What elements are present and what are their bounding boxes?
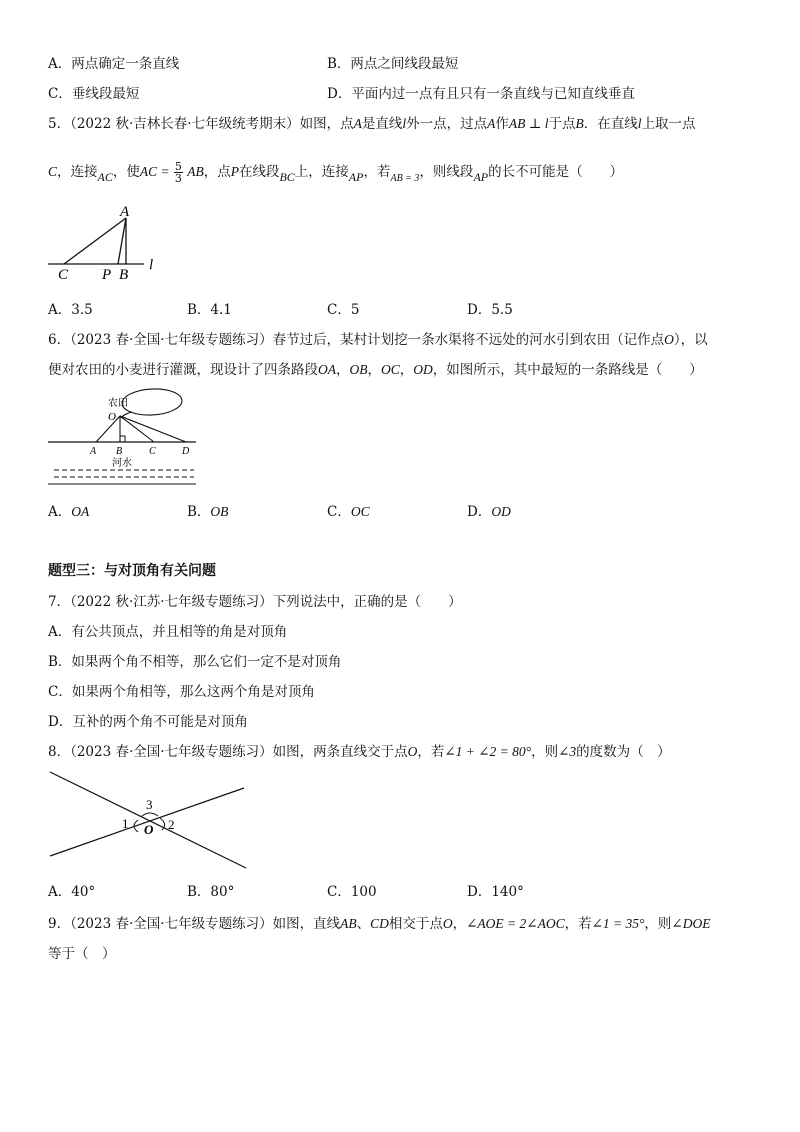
q4-option-d: D．平面内过一点有且只有一条直线与已知直线垂直 <box>327 86 635 102</box>
fraction-5-3: $\frac{5}{3}$ <box>174 160 182 185</box>
q6-label-river: 河水 <box>112 458 132 469</box>
q5-label-B: B <box>119 267 129 283</box>
q5-stem-line1: 5．（2022 秋·吉林长春·七年级统考期末）如图，点A是直线l外一点，过点A作AB ⊥ l于点B．在直线l上取一点 <box>48 116 696 132</box>
q5-option-c: C．5 <box>327 302 360 318</box>
q5-option-b: B．4.1 <box>187 302 232 318</box>
q7-option-d: D．互补的两个角不可能是对顶角 <box>48 714 248 730</box>
q8-option-b: B．80° <box>187 884 235 900</box>
q7-option-a: A．有公共顶点，并且相等的角是对顶角 <box>48 624 288 640</box>
q4-option-b: B．两点之间线段最短 <box>327 56 459 72</box>
q5-option-a: A．3.5 <box>48 302 93 318</box>
section-title: 题型三：与对顶角有关问题 <box>48 563 216 579</box>
q8-label-1: 1 <box>122 816 129 831</box>
q8-option-a: A．40° <box>48 884 96 900</box>
q5-label-C: C <box>58 267 69 283</box>
q5-stem-line2: C，连接AC，使AC = $\frac{5}{3}$ AB，点P在线段BC上，连接AP，若$_{AB = 3}$，则线段AP的长不可能是（ ） <box>48 160 624 185</box>
q5-label-P: P <box>102 267 112 283</box>
q8-stem: 8．（2023 春·全国·七年级专题练习）如图，两条直线交于点O，若∠1 + ∠2 = 80°，则∠3的度数为（ ） <box>48 744 671 760</box>
q9-stem-line1: 9．（2023 春·全国·七年级专题练习）如图，直线AB、CD相交于点O，∠AOE = 2∠AOC，若∠1 = 35°，则∠DOE <box>48 916 711 932</box>
q8-label-2: 2 <box>168 817 175 832</box>
q6-label-B: B <box>116 446 123 457</box>
q6-label-O: O <box>108 411 116 423</box>
q9-stem-line2: 等于（ ） <box>48 946 116 962</box>
q6-stem-line1: 6．（2023 春·全国·七年级专题练习）春节过后，某村计划挖一条水渠将不远处的河水引到农田（记作点O），以 <box>48 332 708 348</box>
q7-option-c: C．如果两个角相等，那么这两个角是对顶角 <box>48 684 315 700</box>
q5-option-d: D．5.5 <box>467 302 513 318</box>
q4-option-a: A．两点确定一条直线 <box>48 56 180 72</box>
q6-option-d: D．OD <box>467 504 511 520</box>
q6-figure <box>44 384 204 488</box>
q5-label-l: l <box>149 257 154 273</box>
q6-label-C: C <box>149 446 156 457</box>
q5-figure <box>44 198 174 288</box>
q8-figure <box>44 768 254 872</box>
q7-stem: 7．（2022 秋·江苏·七年级专题练习）下列说法中，正确的是（ ） <box>48 594 462 610</box>
q6-option-b: B．OB <box>187 504 229 520</box>
q6-label-A: A <box>90 446 97 457</box>
q7-option-b: B．如果两个角不相等，那么它们一定不是对顶角 <box>48 654 342 670</box>
q6-label-D: D <box>182 446 190 457</box>
q5-label-A: A <box>120 204 130 220</box>
q6-label-field: 农田 <box>108 398 128 409</box>
q8-option-c: C．100 <box>327 884 377 900</box>
q6-option-c: C．OC <box>327 504 370 520</box>
q8-option-d: D．140° <box>467 884 524 900</box>
q4-option-c: C．垂线段最短 <box>48 86 140 102</box>
q6-stem-line2: 便对农田的小麦进行灌溉，现设计了四条路段OA，OB，OC，OD，如图所示，其中最短的一条路线是（ ） <box>48 362 703 378</box>
q8-label-3: 3 <box>146 797 153 812</box>
q6-option-a: A．OA <box>48 504 90 520</box>
q8-label-O: O <box>144 822 154 837</box>
